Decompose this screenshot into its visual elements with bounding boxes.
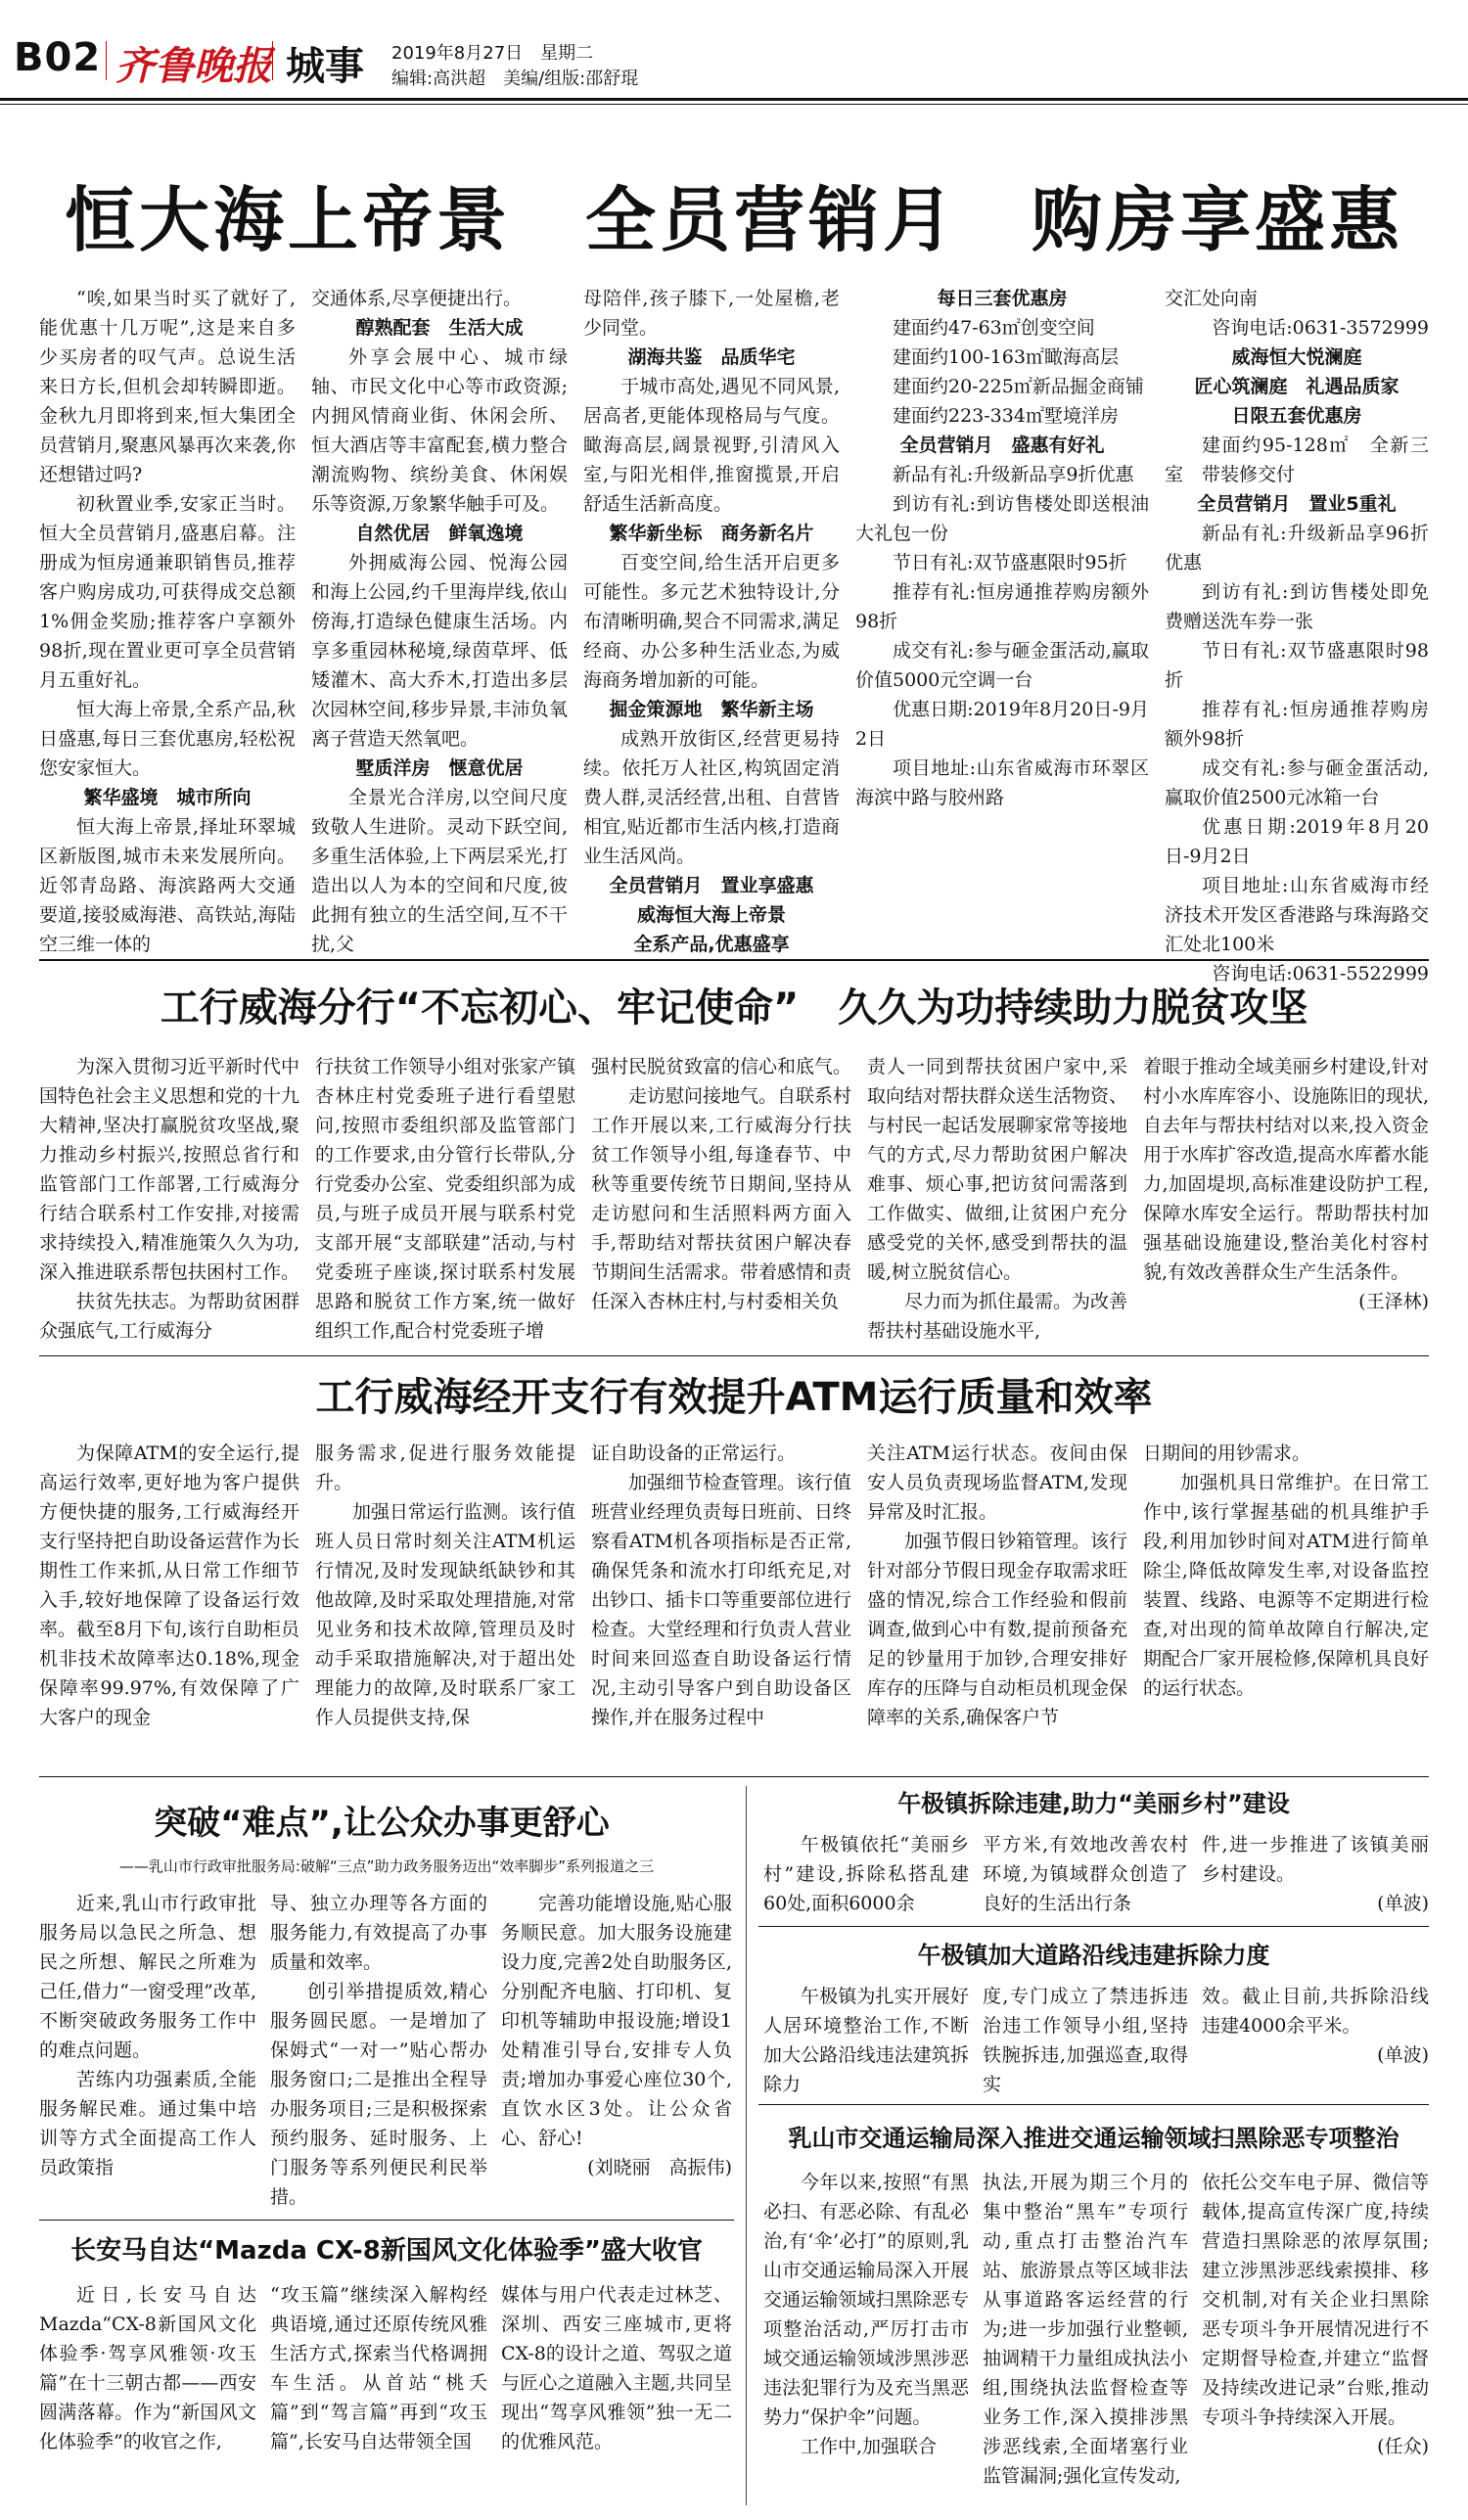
paragraph: 外拥威海公园、悦海公园和海上公园,约千里海岸线,依山傍海,打造绿色健康生活场。内享多重园林秘境,绿茵草坪、低矮灌木、高大乔木,打造出多层次园林空间,移步异景,丰沛负氧离子营造天然氧吧。 xyxy=(311,552,568,750)
paragraph: 扶贫先扶志。为帮助贫困群众强底气,工行威海分 xyxy=(39,1291,300,1342)
article-column xyxy=(763,1982,969,2104)
paragraph: 完善功能增设施,贴心服务顺民意。加大服务设施建设力度,完善2处自助服务区,分别配齐电脑、打印机、复印机等辅助申报设施;增设1处精准引导台,安排专人负责;增加办事爱心座位30个,直饮水区3处。让公众省心、舒心! xyxy=(501,1893,732,2149)
masthead-divider xyxy=(106,41,107,80)
paragraph: 为保障ATM的安全运行,提高运行效率,更好地为客户提供方便快捷的服务,工行威海经开支行坚持把自助设备运营作为长期性工作来抓,从日常工作细节入手,较好地保障了设备运行效率。截至8月下旬,该行自助柜员机非技术故障率达0.18%,现金保障率99.97%,有效保障了广大客户的现金 xyxy=(39,1443,300,1728)
paragraph: 走访慰问接地气。自联系村工作开展以来,工行威海分行扶贫工作领导小组,每逢春节、中秋等重要传统节日期间,坚持从走访慰问和生活照料两方面入手,帮助结对帮扶贫困户解决春节期间生活需求。带着感情和责任深入杏林庄村,与村委相关负 xyxy=(591,1085,852,1312)
byline: (单波) xyxy=(1377,1893,1429,1914)
paragraph: 着眼于推动全域美丽乡村建设,针对村小水库库容小、设施陈旧的现状,自去年与帮扶村结对以来,投入资金用于水库扩容改造,提高水库蓄水能力,加固堤坝,高标准建设防护工程,保障水库安全运行。帮助帮扶村加强基础设施建设,整治美化村容村貌,有效改善群众生产生活条件。 xyxy=(1143,1056,1429,1283)
masthead xyxy=(0,0,1468,98)
paragraph: “攻玉篇”继续深入解构经典语境,通过还原传统风雅生活方式,探索当代格调拥车生活。从首站“桃夭篇”到“驾言篇”再到“攻玉篇”,长安马自达带领全国 xyxy=(270,2284,487,2452)
article-column xyxy=(315,1439,575,1771)
paragraph: 加强日常运行监测。该行值班人员日常时刻关注ATM机运行情况,及时发现缺纸缺钞和其他故障,及时采取处理措施,对常见业务和技术故障,管理员及时动手采取措施解决,对于超出处理能力的故障,及时联系厂家工作人员提供支持,保 xyxy=(315,1501,576,1728)
article-column xyxy=(501,1889,732,2212)
article-column xyxy=(311,284,568,955)
paragraph: 工作中,加强联合 xyxy=(801,2436,938,2457)
subheading: 繁华新坐标 商务新名片 xyxy=(609,523,814,544)
paragraph: 建面约20-225㎡新品掘金商铺 xyxy=(893,376,1144,397)
subheading: 墅质洋房 惬意优居 xyxy=(355,757,524,779)
article-column xyxy=(583,284,840,955)
paragraph: 优惠日期:2019年8月20日-9月2日 xyxy=(1165,816,1429,867)
article-column xyxy=(39,284,296,955)
subheading: 全员营销月 置业享盛惠 xyxy=(609,875,814,896)
article-title: 乳山市交通运输局深入推进交通运输领域扫黑除恶专项整治 xyxy=(788,2125,1399,2152)
paragraph: 依托公交车电子屏、微信等载体,提高宣传深广度,持续营造扫黑除恶的浓厚氛围;建立涉黑涉恶线索摸排、移交机制,对有关企业扫黑除恶专项斗争开展情况进行不定期督导检查,并建立“监督及持续改进记录”台账,推动专项斗争持续深入开展。 xyxy=(1202,2172,1429,2428)
column-divider xyxy=(746,1786,747,2505)
article-column xyxy=(1143,1052,1429,1346)
paragraph: 导、独立办理等各方面的服务能力,有效提高了办事质量和效率。 xyxy=(270,1893,487,1973)
article-column xyxy=(501,2280,732,2505)
paragraph: 节日有礼:双节盛惠限时98折 xyxy=(1165,640,1429,691)
article-column xyxy=(983,1982,1188,2104)
phone-number: 咨询电话:0631-3572999 xyxy=(1212,317,1429,339)
article-column xyxy=(1202,1830,1429,1928)
paragraph: 创引举措提质效,精心服务圆民愿。一是增加了保姆式“一对一”贴心帮办服务窗口;二是推出全程导办服务项目;三是积极探索预约服务、延时服务、上门服务等系列便民利民举措。 xyxy=(270,1981,487,2208)
masthead-divider xyxy=(272,41,273,80)
article-column xyxy=(39,1439,299,1771)
paragraph: 午极镇依托“美丽乡村”建设,拆除私搭乱建60处,面积6000余 xyxy=(763,1834,969,1914)
article-column xyxy=(1165,284,1429,985)
paragraph: 证自助设备的正常运行。 xyxy=(591,1443,797,1464)
paragraph: 推荐有礼:恒房通推荐购房额外98折 xyxy=(1165,699,1429,750)
article-column xyxy=(1202,2168,1429,2505)
article-column xyxy=(983,2168,1188,2505)
paragraph: 建面约223-334㎡墅境洋房 xyxy=(893,405,1119,427)
article-column xyxy=(39,1889,256,2212)
paragraph: 新品有礼:升级新品享9折优惠 xyxy=(893,464,1134,485)
article-column xyxy=(763,2168,969,2505)
article-title: 工行威海经开支行有效提升ATM运行质量和效率 xyxy=(315,1375,1153,1420)
article-divider xyxy=(39,1355,1429,1356)
article-column xyxy=(867,1052,1127,1346)
paragraph: 节日有礼:双节盛惠限时95折 xyxy=(893,552,1127,573)
subheading: 全系产品,优惠盛享 xyxy=(633,934,790,955)
paragraph: 平方米,有效地改善农村环境,为镇域群众创造了良好的生活出行条 xyxy=(983,1834,1188,1914)
paragraph: 责人一同到帮扶贫困户家中,采取向结对帮扶群众送生活物资、与村民一起话发展聊家常等接地气的方式,尽力帮助贫困户解决难事、烦心事,把访贫问需落到工作做实、做细,让贫困户充分感受党的关怀,感受到帮扶的温暖,树立脱贫信心。 xyxy=(867,1056,1128,1283)
article-title: 午极镇加大道路沿线违建拆除力度 xyxy=(917,1942,1270,1969)
article-column xyxy=(270,1889,487,2212)
paragraph: 恒大海上帝景,择址环翠城区新版图,城市未来发展所向。近邻青岛路、海滨路两大交通要道,接驳威海港、高铁站,海陆空三维一体的 xyxy=(39,816,296,955)
paragraph: 度,专门成立了禁违拆违治违工作领导小组,坚持铁腕拆违,加强巡查,取得实 xyxy=(983,1986,1188,2095)
byline: (单波) xyxy=(1377,2044,1429,2066)
paragraph: 到访有礼:到访售楼处即免费赠送洗车券一张 xyxy=(1165,581,1429,632)
brand-logo: 齐鲁晚报 xyxy=(115,43,272,89)
paragraph: 百变空间,给生活开启更多可能性。多元艺术独特设计,分布清晰明确,契合不同需求,满足经商、办公多种生活业态,为威海商务增加新的可能。 xyxy=(583,552,840,691)
article-title: 突破“难点”,让公众办事更舒心 xyxy=(154,1804,610,1843)
article-column xyxy=(315,1052,575,1346)
article-divider xyxy=(758,1926,1429,1927)
article-column xyxy=(983,1830,1188,1928)
paragraph: 建面约47-63㎡创变空间 xyxy=(893,317,1095,339)
article-title: 长安马自达“Mazda CX-8新国风文化体验季”盛大收官 xyxy=(70,2236,703,2266)
masthead-rule xyxy=(0,98,1468,101)
article-title: 午极镇拆除违建,助力“美丽乡村”建设 xyxy=(897,1790,1290,1817)
article-divider xyxy=(39,1776,1429,1777)
subheading: 匠心筑澜庭 礼遇品质家 xyxy=(1194,376,1399,397)
article-column xyxy=(591,1052,851,1346)
paragraph: 成交有礼:参与砸金蛋活动,赢取价值2500元冰箱一台 xyxy=(1165,757,1429,808)
paragraph: 母陪伴,孩子膝下,一处屋檐,老少同堂。 xyxy=(583,288,840,339)
paragraph: 午极镇为扎实开展好人居环境整治工作,不断加大公路沿线违法建筑拆除力 xyxy=(763,1986,969,2095)
paragraph: 新品有礼:升级新品享96折优惠 xyxy=(1165,523,1429,573)
paragraph: 项目地址:山东省威海市环翠区海滨中路与胶州路 xyxy=(855,757,1149,808)
paragraph: 加强机具日常维护。在日常工作中,该行掌握基础的机具维护手段,利用加钞时间对ATM进行简单除尘,降低故障发生率,对设备监控装置、线路、电源等不定期进行检查,对出现的简单故障自行解决,定期配合厂家开展检修,保障机具良好的运行状态。 xyxy=(1143,1472,1429,1699)
subheading: 每日三套优惠房 xyxy=(937,288,1068,309)
subheading: 自然优居 鲜氧逸境 xyxy=(355,523,524,544)
subheading: 醇熟配套 生活大成 xyxy=(355,317,524,339)
paragraph: 外享会展中心、城市绿轴、市民文化中心等市政资源;内拥风情商业街、休闲会所、恒大酒店等丰富配套,横力整合潮流购物、缤纷美食、休闲娱乐等资源,万象繁华触手可及。 xyxy=(311,346,568,515)
editor-credits: 编辑:高洪超 美编/组版:邵舒琨 xyxy=(391,69,639,89)
paragraph: 服务需求,促进行服务效能提升。 xyxy=(315,1443,575,1493)
phone-number: 咨询电话:0631-5522999 xyxy=(1212,963,1429,985)
paragraph: 交通体系,尽享便捷出行。 xyxy=(311,288,523,309)
article-column xyxy=(763,1830,969,1928)
paragraph: 成交有礼:参与砸金蛋活动,赢取价值5000元空调一台 xyxy=(855,640,1149,691)
subheading: 掘金策源地 繁华新主场 xyxy=(609,699,814,720)
byline: (刘晓丽 高振伟) xyxy=(587,2157,732,2178)
paragraph: 加强细节检查管理。该行值班营业经理负责每日班前、日终察看ATM机各项指标是否正常,确保凭条和流水打印纸充足,对出钞口、插卡口等重要部位进行检查。大堂经理和行负责人营业时间来回巡查自助设备运行情况,主动引导客户到自助设备区操作,并在服务过程中 xyxy=(591,1472,852,1728)
paragraph: 近来,乳山市行政审批服务局以急民之所急、想民之所想、解民之所难为己任,借力“一窗受理”改革,不断突破政务服务工作中的难点问题。 xyxy=(39,1893,256,2061)
article-title: 恒大海上帝景 全员营销月 购房享盛惠 xyxy=(64,179,1403,261)
article-column xyxy=(1202,1982,1429,2104)
masthead-rule-thin xyxy=(0,104,1468,105)
article-divider xyxy=(39,2220,734,2221)
byline: (王泽林) xyxy=(1358,1291,1429,1312)
article-subtitle: ——乳山市行政审批服务局:破解“三点”助力政务服务迈出“效率脚步”系列报道之三 xyxy=(118,1857,655,1875)
paragraph: 执法,开展为期三个月的集中整治“黑车”专项行动,重点打击整治汽车站、旅游景点等区域非法从事道路客运经营的行为;进一步加强行业整顿,抽调精干力量组成执法小组,围绕执法监督检查等业务工作,深入摸排涉黑涉恶线索,全面堵塞行业监管漏洞;强化宣传发动, xyxy=(983,2172,1188,2487)
subheading: 全员营销月 盛惠有好礼 xyxy=(899,435,1105,456)
paragraph: 交汇处向南 xyxy=(1165,288,1259,309)
subheading: 湖海共鉴 品质华宅 xyxy=(627,346,796,368)
paragraph: 关注ATM运行状态。夜间由保安人员负责现场监督ATM,发现异常及时汇报。 xyxy=(867,1443,1127,1523)
paragraph: 行扶贫工作领导小组对张家产镇杏林庄村党委班子进行看望慰问,按照市委组织部及监管部门的工作要求,由分管行长带队,分行党委办公室、党委组织部为成员,与班子成员开展与联系村党支部开展“支部联建”活动,与村党委班子座谈,探讨联系村发展思路和脱贫工作方案,统一做好组织工作,配合村党委班子增 xyxy=(315,1056,576,1342)
paragraph: 件,进一步推进了该镇美丽乡村建设。 xyxy=(1202,1834,1429,1885)
paragraph: 优惠日期:2019年8月20日-9月2日 xyxy=(855,699,1149,750)
subheading: 全员营销月 置业5重礼 xyxy=(1197,493,1397,515)
paragraph: 加强节假日钞箱管理。该行针对部分节假日现金存取需求旺盛的情况,综合工作经验和假前调查,做到心中有数,提前预备充足的钞量用于加钞,合理安排好库存的压降与自动柜员机现金保障率的关系,确保客户节 xyxy=(867,1531,1128,1728)
article-column xyxy=(1143,1439,1429,1771)
article-title: 工行威海分行“不忘初心、牢记使命” 久久为功持续助力脱贫攻坚 xyxy=(160,985,1308,1031)
article-divider xyxy=(39,959,1429,961)
paragraph: 全景光合洋房,以空间尺度致敬人生进阶。灵动下跃空间,多重生活体验,上下两层采光,打造出以人为本的空间和尺度,彼此拥有独立的生活空间,互不干扰,父 xyxy=(311,787,568,955)
article-column xyxy=(39,2280,256,2505)
byline: (任众) xyxy=(1377,2436,1429,2457)
paragraph: 媒体与用户代表走过林芝、深圳、西安三座城市,更将CX-8的设计之道、驾驭之道与匠心之道融入主题,共同呈现出“驾享风雅领”独一无二的优雅风范。 xyxy=(501,2284,732,2452)
paragraph: 为深入贯彻习近平新时代中国特色社会主义思想和党的十九大精神,坚决打赢脱贫攻坚战,聚力推动乡村振兴,按照总省行和监管部门工作部署,工行威海分行结合联系村工作安排,对接需求持续投入,精准施策久久为功,深入推进联系帮包扶困村工作。 xyxy=(39,1056,300,1283)
paragraph: 成熟开放街区,经营更易持续。依托万人社区,构筑固定消费人群,灵活经营,出租、自营皆相宜,贴近都市生活内核,打造商业生活风尚。 xyxy=(583,728,840,867)
article-column xyxy=(39,1052,299,1346)
paragraph: 初秋置业季,安家正当时。恒大全员营销月,盛惠启幕。注册成为恒房通兼职销售员,推荐客户购房成功,可获得成交总额1%佣金奖励;推荐客户享额外98折,现在置业更可享全员营销月五重好礼。 xyxy=(39,493,296,691)
article-column xyxy=(270,2280,487,2505)
article-column xyxy=(591,1439,851,1771)
paragraph: 苦练内功强素质,全能服务解民难。通过集中培训等方式全面提高工作人员政策指 xyxy=(39,2069,256,2178)
paragraph: 建面约100-163㎡瞰海高层 xyxy=(893,346,1119,368)
paragraph: 近日,长安马自达Mazda“CX-8新国风文化体验季·驾享风雅领·攻玉篇”在十三朝古都——西安圆满落幕。作为“新国风文化体验季”的收官之作, xyxy=(39,2284,256,2452)
subheading: 威海恒大悦澜庭 xyxy=(1231,346,1362,368)
paragraph: 今年以来,按照“有黑必扫、有恶必除、有乱必治,有‘伞’必打”的原则,乳山市交通运输局深入开展交通运输领域扫黑除恶专项整治活动,严厉打击市域交通运输领域涉黑涉恶违法犯罪行为及充当黑恶势力“保护伞”问题。 xyxy=(763,2172,969,2428)
subheading: 繁华盛境 城市所向 xyxy=(83,787,252,808)
paragraph: 到访有礼:到访售楼处即送根油大礼包一份 xyxy=(855,493,1149,544)
subheading: 日限五套优惠房 xyxy=(1231,405,1362,427)
section-name: 城事 xyxy=(286,44,364,89)
paragraph: 项目地址:山东省威海市经济技术开发区香港路与珠海路交汇处北100米 xyxy=(1165,875,1429,955)
paragraph: 强村民脱贫致富的信心和底气。 xyxy=(591,1056,852,1077)
paragraph: 推荐有礼:恒房通推荐购房额外98折 xyxy=(855,581,1149,632)
issue-date: 2019年8月27日 星期二 xyxy=(391,43,594,64)
paragraph: 尽力而为抓住最需。为改善帮扶村基础设施水平, xyxy=(867,1291,1128,1342)
paragraph: 效。截止目前,共拆除沿线违建4000余平米。 xyxy=(1202,1986,1429,2037)
article-column xyxy=(855,284,1149,949)
subheading: 威海恒大海上帝景 xyxy=(636,904,786,926)
article-column xyxy=(867,1439,1127,1771)
paragraph: 于城市高处,遇见不同风景,居高者,更能体现格局与气度。瞰海高层,阔景视野,引清风入室,与阳光相伴,推窗揽景,开启舒适生活新高度。 xyxy=(583,376,840,515)
paragraph: “唉,如果当时买了就好了,能优惠十几万呢”,这是来自多少买房者的叹气声。总说生活来日方长,但机会却转瞬即逝。金秋九月即将到来,恒大集团全员营销月,聚惠风暴再次来袭,你还想错过吗? xyxy=(39,288,296,485)
paragraph: 日期间的用钞需求。 xyxy=(1143,1443,1311,1464)
page-number: B02 xyxy=(14,35,102,80)
article-divider xyxy=(758,2104,1429,2105)
paragraph: 建面约95-128㎡ 全新三室 带装修交付 xyxy=(1165,435,1429,485)
paragraph: 恒大海上帝景,全系产品,秋日盛惠,每日三套优惠房,轻松祝您安家恒大。 xyxy=(39,699,296,779)
